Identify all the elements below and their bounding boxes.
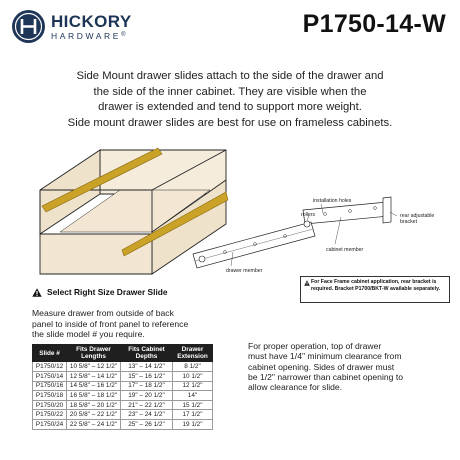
cell-slide: P1750/16 — [33, 381, 67, 391]
cell-cabinet-depth: 15" – 16 1/2" — [121, 372, 173, 382]
cell-slide: P1750/22 — [33, 410, 67, 420]
col-header-cabinet-depths: Fits Cabinet Depths — [121, 345, 173, 362]
table-row — [33, 410, 213, 420]
clearance-line: For proper operation, top of drawer — [248, 341, 382, 351]
measure-instructions — [32, 308, 237, 340]
brand-logo — [12, 10, 132, 43]
table-header-row — [33, 345, 213, 362]
cell-drawer-length: 14 5/8" – 16 1/2" — [67, 381, 121, 391]
warning-triangle-icon — [304, 280, 310, 286]
cell-slide: P1750/20 — [33, 400, 67, 410]
clearance-instructions — [248, 341, 448, 392]
col-header-drawer-lengths: Fits Drawer Lengths — [67, 345, 121, 362]
cell-cabinet-depth: 17" – 18 1/2" — [121, 381, 173, 391]
measure-line: panel to inside of front panel to reference — [32, 318, 189, 329]
cell-extension: 10 1/2" — [173, 372, 213, 382]
cell-extension: 15 1/2" — [173, 400, 213, 410]
table-row — [33, 362, 213, 372]
intro-line: Side Mount drawer slides attach to the side of the drawer and — [76, 70, 384, 82]
cell-slide: P1750/24 — [33, 419, 67, 429]
table-row — [33, 381, 213, 391]
part-number: P1750-14-W — [302, 10, 446, 38]
clearance-line: must have 1/4" minimum clearance from — [248, 351, 402, 362]
label-cabinet-member: cabinet member — [326, 247, 364, 253]
cell-extension: 12 1/2" — [173, 381, 213, 391]
table-row — [33, 372, 213, 382]
label-installation-holes: installation holes — [313, 198, 352, 204]
cell-drawer-length: 16 5/8" – 18 1/2" — [67, 391, 121, 401]
select-size-heading-text: Select Right Size Drawer Slide — [47, 287, 168, 297]
cell-slide: P1750/18 — [33, 391, 67, 401]
clearance-line: cabinet opening. Sides of drawer must — [248, 361, 395, 372]
cell-cabinet-depth: 19" – 20 1/2" — [121, 391, 173, 401]
intro-line: Side mount drawer slides are best for use on frameless cabinets. — [67, 116, 393, 129]
cell-cabinet-depth: 13" – 14 1/2" — [121, 362, 173, 372]
intro-line: drawer is extended and tend to support more weight. — [98, 101, 362, 113]
label-rollers: rollers — [301, 212, 316, 218]
intro-line: the side of the inner cabinet. They are visible when the — [93, 85, 367, 98]
cell-extension: 14" — [173, 391, 213, 401]
table-row — [33, 391, 213, 401]
cell-drawer-length: 22 5/8" – 24 1/2" — [67, 419, 121, 429]
table-row — [33, 419, 213, 429]
hickory-logo-icon — [12, 10, 45, 43]
intro-paragraph — [24, 69, 436, 131]
cell-cabinet-depth: 23" – 24 1/2" — [121, 410, 173, 420]
face-frame-note-text: For Face Frame cabinet application, rear bracket is required. Bracket P1700/BKT-W available separately. — [311, 279, 441, 292]
cell-slide: P1750/12 — [33, 362, 67, 372]
col-header-slide: Slide # — [33, 345, 67, 362]
cell-extension: 8 1/2" — [173, 362, 213, 372]
col-header-extension: Drawer Extension — [173, 345, 213, 362]
cell-cabinet-depth: 21" – 22 1/2" — [121, 400, 173, 410]
warning-triangle-icon — [32, 288, 42, 297]
face-frame-note — [300, 276, 450, 303]
cell-extension: 19 1/2" — [173, 419, 213, 429]
label-rear-bracket: rear adjustable bracket — [400, 213, 435, 226]
select-size-heading — [32, 287, 168, 297]
cell-drawer-length: 20 5/8" – 22 1/2" — [67, 410, 121, 420]
table-row — [33, 400, 213, 410]
slide-illustration — [185, 192, 400, 274]
brand-sub: HARDWARE — [51, 30, 122, 41]
measure-line: the slide model # you require. — [32, 329, 145, 339]
cell-drawer-length: 12 5/8" – 14 1/2" — [67, 372, 121, 382]
clearance-line: be 1/2" narrower than cabinet opening to — [248, 371, 403, 382]
slide-size-table — [32, 344, 213, 430]
registered-mark: ® — [121, 31, 126, 38]
label-drawer-member: drawer member — [226, 268, 263, 274]
clearance-line: allow clearance for slide. — [248, 382, 343, 393]
cell-drawer-length: 18 5/8" – 20 1/2" — [67, 400, 121, 410]
cell-drawer-length: 10 5/8" – 12 1/2" — [67, 362, 121, 372]
brand-name: HICKORY — [51, 11, 132, 31]
cell-extension: 17 1/2" — [173, 410, 213, 420]
cell-cabinet-depth: 25" – 26 1/2" — [121, 419, 173, 429]
measure-line: Measure drawer from outside of back — [32, 308, 174, 318]
cell-slide: P1750/14 — [33, 372, 67, 382]
